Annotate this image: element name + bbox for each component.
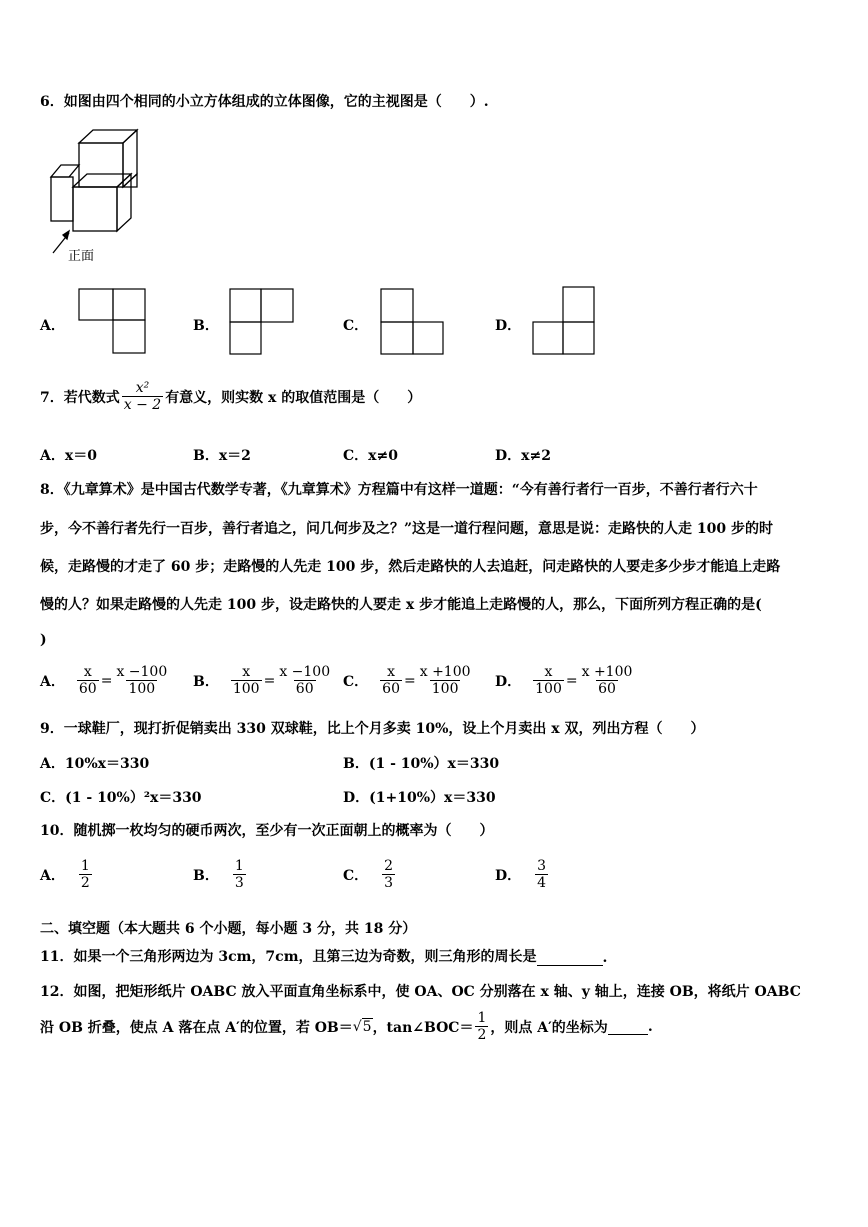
q8-line5: ) [40, 632, 47, 648]
q8-option-d-label: D． [495, 673, 522, 690]
q12-frac-num: 1 [477, 1010, 487, 1026]
section-2-heading: 二、填空题（本大题共 6 个小题，每小题 3 分，共 18 分） [40, 921, 417, 937]
q12-answer-blank [608, 1018, 648, 1035]
q8-c-rn: x +100 [419, 664, 471, 680]
q8-c-eq: = [403, 672, 416, 689]
q6-option-b-view [229, 288, 295, 356]
q10-d-num: 3 [537, 858, 547, 874]
q8-line3: 候，走路慢的才走了 60 步；走路慢的人先走 100 步，然后走路快的人去追赶，问走路快的人要走多少步才能追上走路 [40, 559, 781, 575]
q8-d-rd: 60 [598, 681, 616, 698]
q10-option-a [40, 858, 94, 891]
q8-b-rd: 60 [295, 681, 314, 698]
q11-stem: 11．如果一个三角形两边为 3cm，7cm，且第三边为奇数，则三角形的周长是 [40, 949, 537, 965]
q7-option-c: C．x≠0 [343, 448, 398, 464]
q8-option-a-label: A． [40, 673, 65, 690]
q7-option-b: B．x＝2 [193, 448, 251, 464]
q8-option-c [343, 664, 475, 697]
q10-option-b [193, 858, 248, 891]
q10-option-d-label: D． [495, 867, 522, 884]
q7-frac-num: x² [135, 380, 150, 396]
q10-stem: 10．随机掷一枚均匀的硬币两次，至少有一次正面朝上的概率为（ ） [40, 823, 494, 839]
q10-c-num: 2 [384, 858, 394, 874]
q7-prefix: 7．若代数式 [40, 389, 120, 406]
q11 [40, 946, 607, 966]
q12-sqrt-val: 5 [362, 1019, 372, 1036]
q6-option-b-label: B． [193, 318, 219, 334]
q8-b-rn: x −100 [279, 664, 331, 680]
q10-a-num: 1 [80, 858, 90, 874]
q6-option-c-label: C． [343, 318, 369, 334]
q10-option-c-label: C． [343, 867, 369, 884]
q8-a-ln: x [83, 664, 92, 680]
q7-stem [40, 380, 421, 413]
q10-b-num: 1 [234, 858, 244, 874]
q7-option-a: A．x＝0 [40, 448, 97, 464]
q11-end: . [602, 950, 608, 966]
q8-a-eq: = [100, 672, 113, 689]
q11-answer-blank [537, 949, 603, 966]
q8-d-rn: x +100 [581, 664, 633, 680]
q9-stem: 9．一球鞋厂，现打折促销卖出 330 双球鞋，比上个月多卖 10%，设上个月卖出 x 双，列出方程（ ） [40, 721, 705, 737]
q12-end: . [647, 1018, 653, 1035]
q10-option-b-label: B． [193, 867, 219, 884]
q10-option-c [343, 858, 397, 891]
q8-a-rn: x −100 [116, 664, 168, 680]
q10-c-den: 3 [384, 875, 394, 892]
q8-line2: 步，今不善行者先行一百步，善行者追之，问几何步及之？”这是一道行程问题，意思是说：走路快的人走 100 步的时 [40, 521, 774, 537]
q10-b-den: 3 [234, 875, 244, 892]
q8-d-eq: = [565, 672, 578, 689]
q7-suffix: 有意义，则实数 x 的取值范围是（ ） [165, 389, 422, 406]
q8-a-ld: 60 [78, 681, 97, 698]
q6-option-a-label: A． [40, 318, 65, 334]
q8-d-ld: 100 [535, 681, 562, 698]
q8-line1: 8．《九章算术》是中国古代数学专著，《九章算术》方程篇中有这样一道题：“今有善行者行一百步，不善行者行六十 [40, 482, 758, 498]
q10-a-den: 2 [80, 875, 90, 892]
q8-d-ln: x [544, 664, 553, 680]
q8-b-ln: x [242, 664, 251, 680]
q7-fraction [122, 380, 163, 413]
q8-c-ld: 60 [382, 681, 400, 698]
q12-line2c: ，则点 A′的坐标为 [490, 1019, 608, 1036]
q6-cube-figure [45, 125, 145, 265]
q9-option-a: A．10%x＝330 [40, 756, 150, 772]
q8-option-b [193, 664, 334, 697]
q10-option-a-label: A． [40, 867, 65, 884]
q8-b-eq: = [263, 672, 276, 689]
q12-sqrt: √5 [352, 1019, 372, 1036]
q10-d-den: 4 [537, 875, 547, 892]
q12-line2a: 沿 OB 折叠，使点 A 落在点 A′的位置，若 OB＝ [40, 1019, 353, 1036]
q10-option-d [495, 858, 550, 891]
q6-option-d-label: D． [495, 318, 522, 334]
q8-option-b-label: B． [193, 673, 219, 690]
q6-option-c-view [380, 288, 446, 356]
q12-line1: 12．如图，把矩形纸片 OABC 放入平面直角坐标系中，使 OA、OC 分别落在 x 轴、y 轴上，连接 OB，将纸片 OABC [40, 984, 801, 1000]
q8-option-c-label: C． [343, 673, 369, 690]
q8-option-a [40, 664, 171, 697]
q6-option-a-view [78, 288, 148, 356]
q8-b-ld: 100 [232, 681, 260, 698]
q8-c-ln: x [387, 664, 396, 680]
q9-option-c: C．(1 - 10%）²x＝330 [40, 790, 202, 806]
q12-line2b: ，tan∠BOC＝ [372, 1019, 474, 1036]
q7-frac-den: x − 2 [123, 397, 162, 414]
q8-c-rd: 100 [431, 681, 459, 698]
q12-frac-den: 2 [477, 1027, 487, 1044]
q7-option-d: D．x≠2 [495, 448, 551, 464]
q6-option-d-view [532, 286, 598, 356]
q8-a-rd: 100 [128, 681, 156, 698]
q8-line4: 慢的人？如果走路慢的人先走 100 步，设走路快的人要走 x 步才能追上走路慢的人，那么，下面所列方程正确的是( [40, 597, 762, 613]
q8-option-d [495, 664, 636, 697]
front-label: 正面 [68, 249, 95, 264]
q12-line2 [40, 1010, 653, 1043]
q9-option-d: D．(1+10%）x＝330 [343, 790, 496, 806]
q6-stem: 6．如图由四个相同的小立方体组成的立体图像，它的主视图是（ ）. [40, 94, 489, 110]
q9-option-b: B．(1 - 10%）x＝330 [343, 756, 500, 772]
